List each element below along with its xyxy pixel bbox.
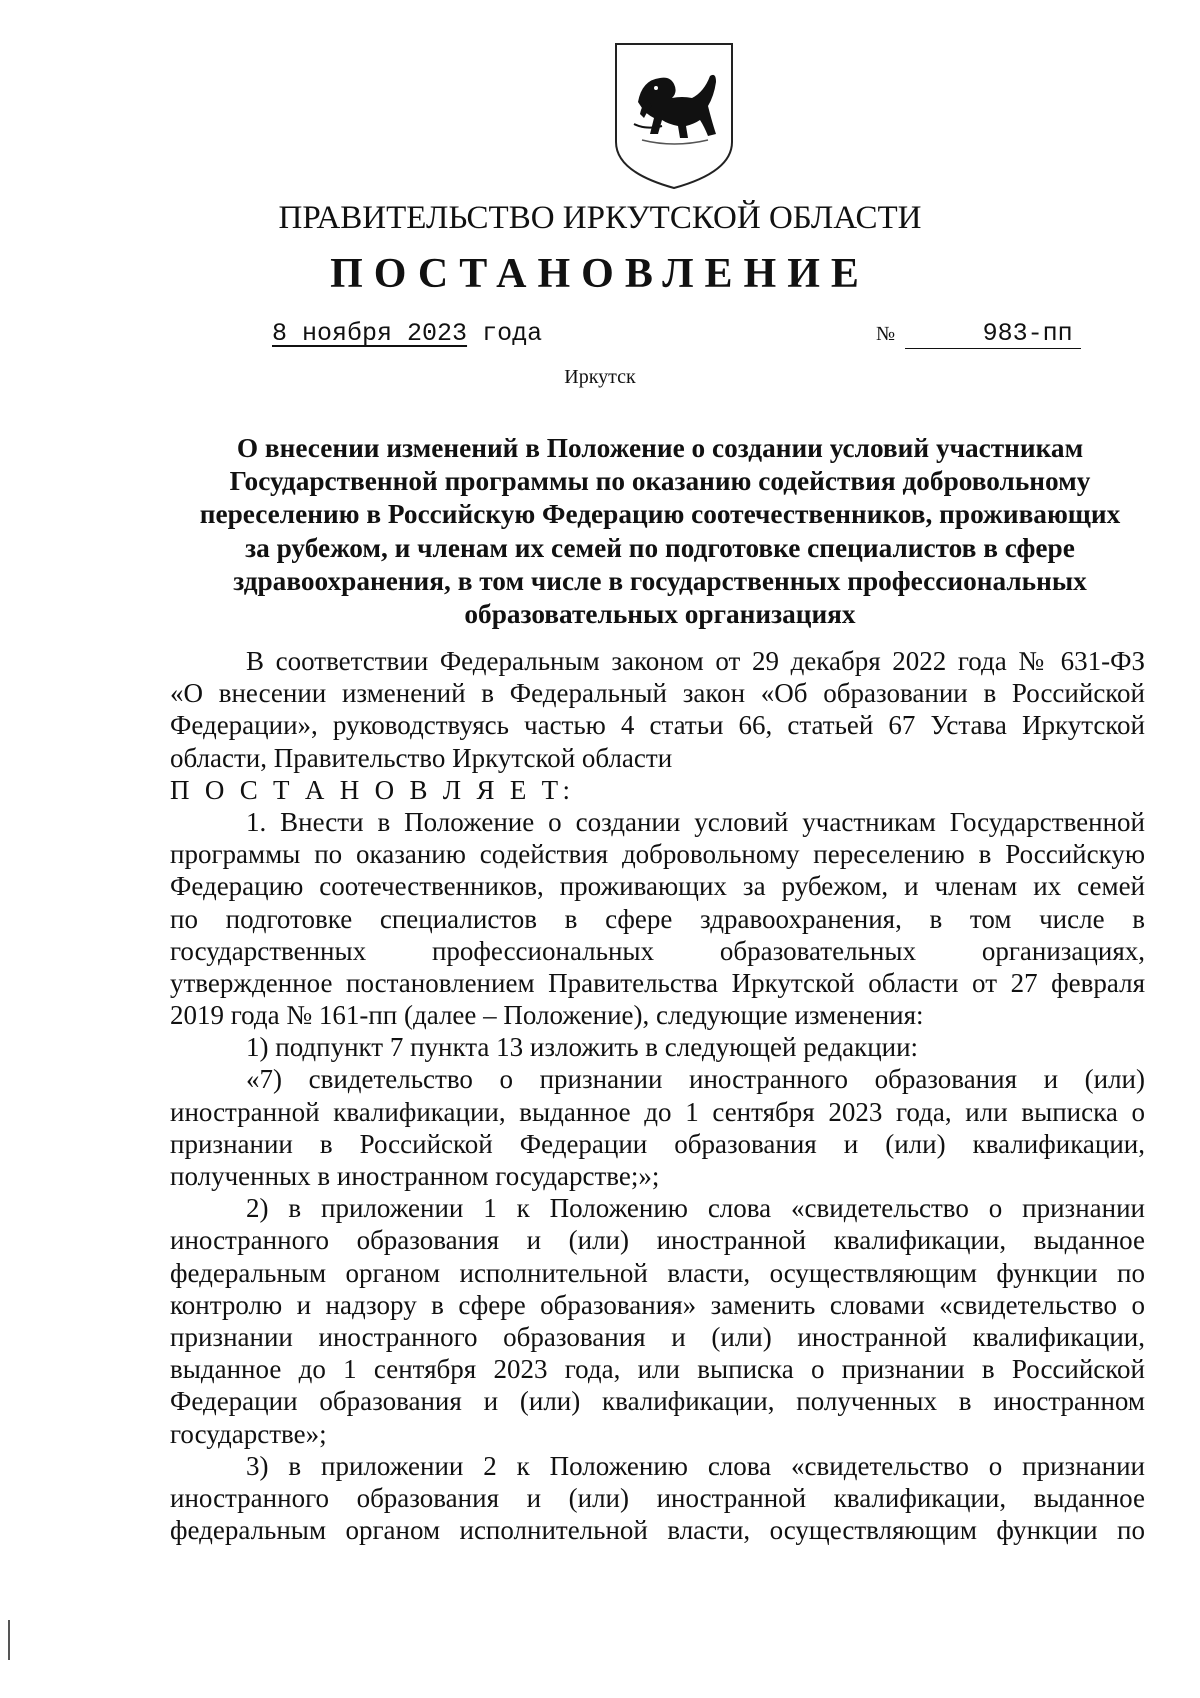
document-date xyxy=(272,319,542,348)
scan-edge-mark xyxy=(8,1620,10,1660)
body-line: иностранной квалификации, выданное до 1 сентября 2023 года, или выписка о xyxy=(170,1096,1145,1127)
body-line: иностранного образования и (или) иностранной квалификации, выданное xyxy=(170,1225,1145,1256)
body-line: «7) свидетельство о признании иностранного образования и (или) xyxy=(246,1064,1145,1095)
document-body xyxy=(170,645,1145,1546)
body-line: 2) в приложении 1 к Положению слова «свидетельство о признании xyxy=(246,1193,1145,1224)
coat-of-arms-emblem xyxy=(612,40,736,190)
date-suffix: года xyxy=(482,319,543,348)
body-line: 2019 года № 161-пп (далее – Положение), следующие изменения: xyxy=(170,1000,924,1031)
heading-line: Государственной программы по оказанию содействия добровольному xyxy=(229,466,1091,497)
body-line: государстве»; xyxy=(170,1418,327,1449)
body-line: контролю и надзору в сфере образования» заменить словами «свидетельство о xyxy=(170,1289,1145,1320)
number-value: 983-пп xyxy=(905,319,1081,349)
heading-line: здравоохранения, в том числе в государственных профессиональных xyxy=(233,565,1087,596)
body-line: выданное до 1 сентября 2023 года, или выписка о признании в Российской xyxy=(170,1354,1145,1385)
heading-line: за рубежом, и членам их семей по подготовке специалистов в сфере xyxy=(245,532,1075,563)
decree-word: П О С Т А Н О В Л Я Е Т: xyxy=(170,774,575,805)
body-line: признании иностранного образования и (или) иностранной квалификации, xyxy=(170,1321,1145,1352)
heading-line: образовательных организациях xyxy=(464,599,856,630)
city-name: Иркутск xyxy=(564,366,636,388)
body-line: признании в Российской Федерации образования и (или) квалификации, xyxy=(170,1128,1145,1159)
government-name: ПРАВИТЕЛЬСТВО ИРКУТСКОЙ ОБЛАСТИ xyxy=(278,200,922,236)
body-line: полученных в иностранном государстве;»; xyxy=(170,1161,660,1191)
body-line: В соответствии Федеральным законом от 29 декабря 2022 года № 631-ФЗ xyxy=(246,646,1145,676)
body-line: Федерацию соотечественников, проживающих за рубежом, и членам их семей xyxy=(170,871,1145,902)
number-sign: № xyxy=(876,323,896,345)
body-line: федеральным органом исполнительной власти, осуществляющим функции по xyxy=(170,1257,1145,1288)
body-line: государственных профессиональных образовательных организациях, xyxy=(170,935,1145,966)
body-line: 3) в приложении 2 к Положению слова «свидетельство о признании xyxy=(246,1450,1145,1481)
document-number xyxy=(876,319,1081,349)
body-line: по подготовке специалистов в сфере здравоохранения, в том числе в xyxy=(170,903,1145,934)
body-line: «О внесении изменений в Федеральный закон «Об образовании в Российской xyxy=(170,678,1145,709)
date-value: 8 ноября 2023 xyxy=(272,319,468,348)
body-line: Федерации образования и (или) квалификации, полученных в иностранном xyxy=(170,1386,1145,1417)
body-line: программы по оказанию содействия добровольному переселению в Российскую xyxy=(170,839,1145,870)
document-type: ПОСТАНОВЛЕНИЕ xyxy=(330,251,870,297)
body-line: иностранного образования и (или) иностранной квалификации, выданное xyxy=(170,1482,1145,1513)
body-line: области, Правительство Иркутской области xyxy=(170,742,673,773)
body-line: федеральным органом исполнительной власти, осуществляющим функции по xyxy=(170,1515,1145,1546)
heading-line: переселению в Российскую Федерацию соотечественников, проживающих xyxy=(199,499,1121,530)
body-line: утвержденное постановлением Правительства Иркутской области от 27 февраля xyxy=(170,967,1145,998)
body-line: 1. Внести в Положение о создании условий участникам Государственной xyxy=(246,806,1145,837)
document-heading xyxy=(180,432,1140,631)
heading-line: О внесении изменений в Положение о создании условий участникам xyxy=(236,433,1084,463)
body-line: Федерации», руководствуясь частью 4 статьи 66, статьей 67 Устава Иркутской xyxy=(170,710,1145,741)
body-line: 1) подпункт 7 пункта 13 изложить в следующей редакции: xyxy=(246,1032,919,1063)
